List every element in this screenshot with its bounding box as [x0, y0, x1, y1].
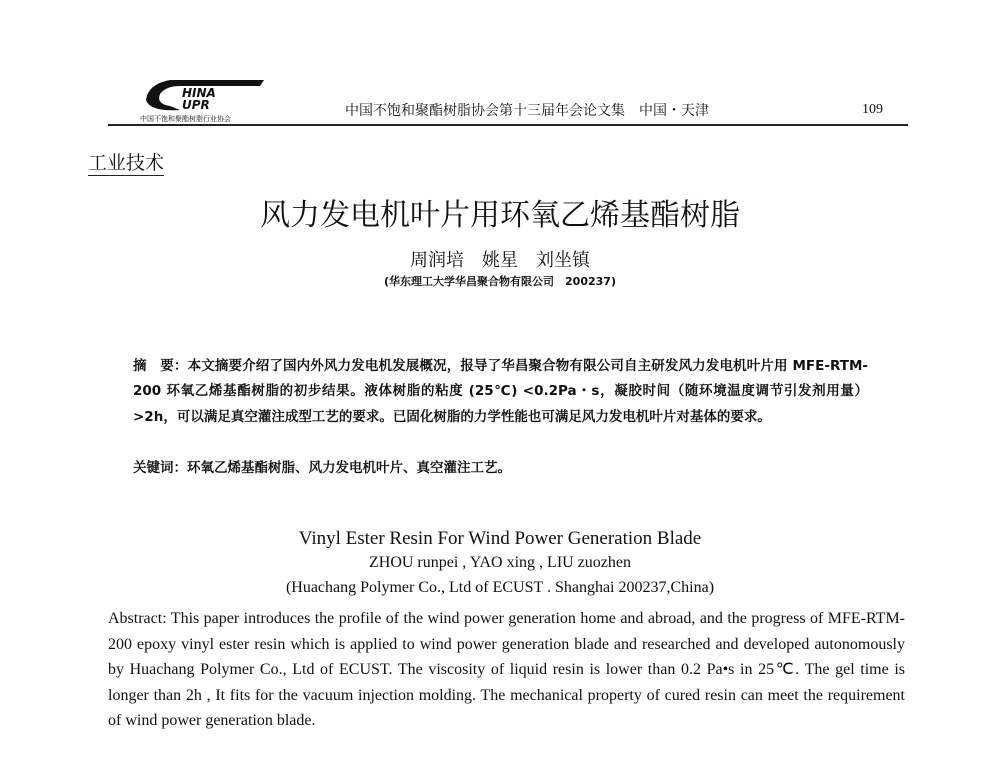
- page-number: 109: [862, 102, 883, 117]
- abstract-en: [108, 606, 905, 734]
- affiliation-cn: (华东理工大学华昌聚合物有限公司 200237): [384, 275, 616, 288]
- proceedings-title: 中国不饱和聚酯树脂协会第十三届年会论文集 中国・天津: [345, 103, 709, 119]
- affiliation-en: (Huachang Polymer Co., Ltd of ECUST . Shanghai 200237,China): [285, 579, 715, 596]
- authors-en: ZHOU runpei , YAO xing , LIU zuozhen: [368, 554, 631, 571]
- svg-text:中国不饱和聚酯树脂行业协会: 中国不饱和聚酯树脂行业协会: [140, 115, 231, 123]
- keywords-cn: [133, 456, 511, 476]
- authors-cn: 周润培 姚星 刘坐镇: [410, 250, 590, 271]
- section-label: 工业技术: [88, 148, 164, 176]
- abstract-cn-label: 摘 要：: [133, 358, 188, 374]
- china-upr-logo: [140, 76, 290, 124]
- abstract-en-text: This paper introduces the profile of the wind power generation home and abroad, and the progress of MFE-RTM-200 epoxy vinyl ester resin which is applied to wind power generation blade and researched and developed autonomously by Huachang Polymer Co., Ltd of ECUST. The viscosity of liquid resin is lower than 0.2 Pa•s in 25℃. The gel time is longer than 2h , It fits for the vacuum injection molding. The mechanical property of cured resin can meet the requirement of wind power generation blade.: [108, 610, 905, 730]
- abstract-en-label: Abstract:: [108, 610, 167, 627]
- svg-text:HINA: HINA: [182, 86, 216, 100]
- svg-text:UPR: UPR: [182, 98, 210, 112]
- abstract-cn: [133, 354, 868, 430]
- abstract-cn-text: 本文摘要介绍了国内外风力发电机发展概况，报导了华昌聚合物有限公司自主研发风力发电机叶片用 MFE-RTM-200 环氧乙烯基酯树脂的初步结果。液体树脂的粘度 (25℃) <0.2Pa・s，凝胶时间（随环境温度调节引发剂用量）>2h，可以满足真空灌注成型工艺的要求。已固化树脂的力学性能也可满足风力发电机叶片对基体的要求。: [133, 358, 869, 425]
- header-rule: [108, 124, 908, 126]
- keywords-text: 环氧乙烯基酯树脂、风力发电机叶片、真空灌注工艺。: [187, 460, 511, 476]
- title-cn: 风力发电机叶片用环氧乙烯基酯树脂: [260, 198, 740, 233]
- title-en: Vinyl Ester Resin For Wind Power Generation Blade: [298, 528, 702, 549]
- keywords-label: 关键词：: [133, 460, 187, 476]
